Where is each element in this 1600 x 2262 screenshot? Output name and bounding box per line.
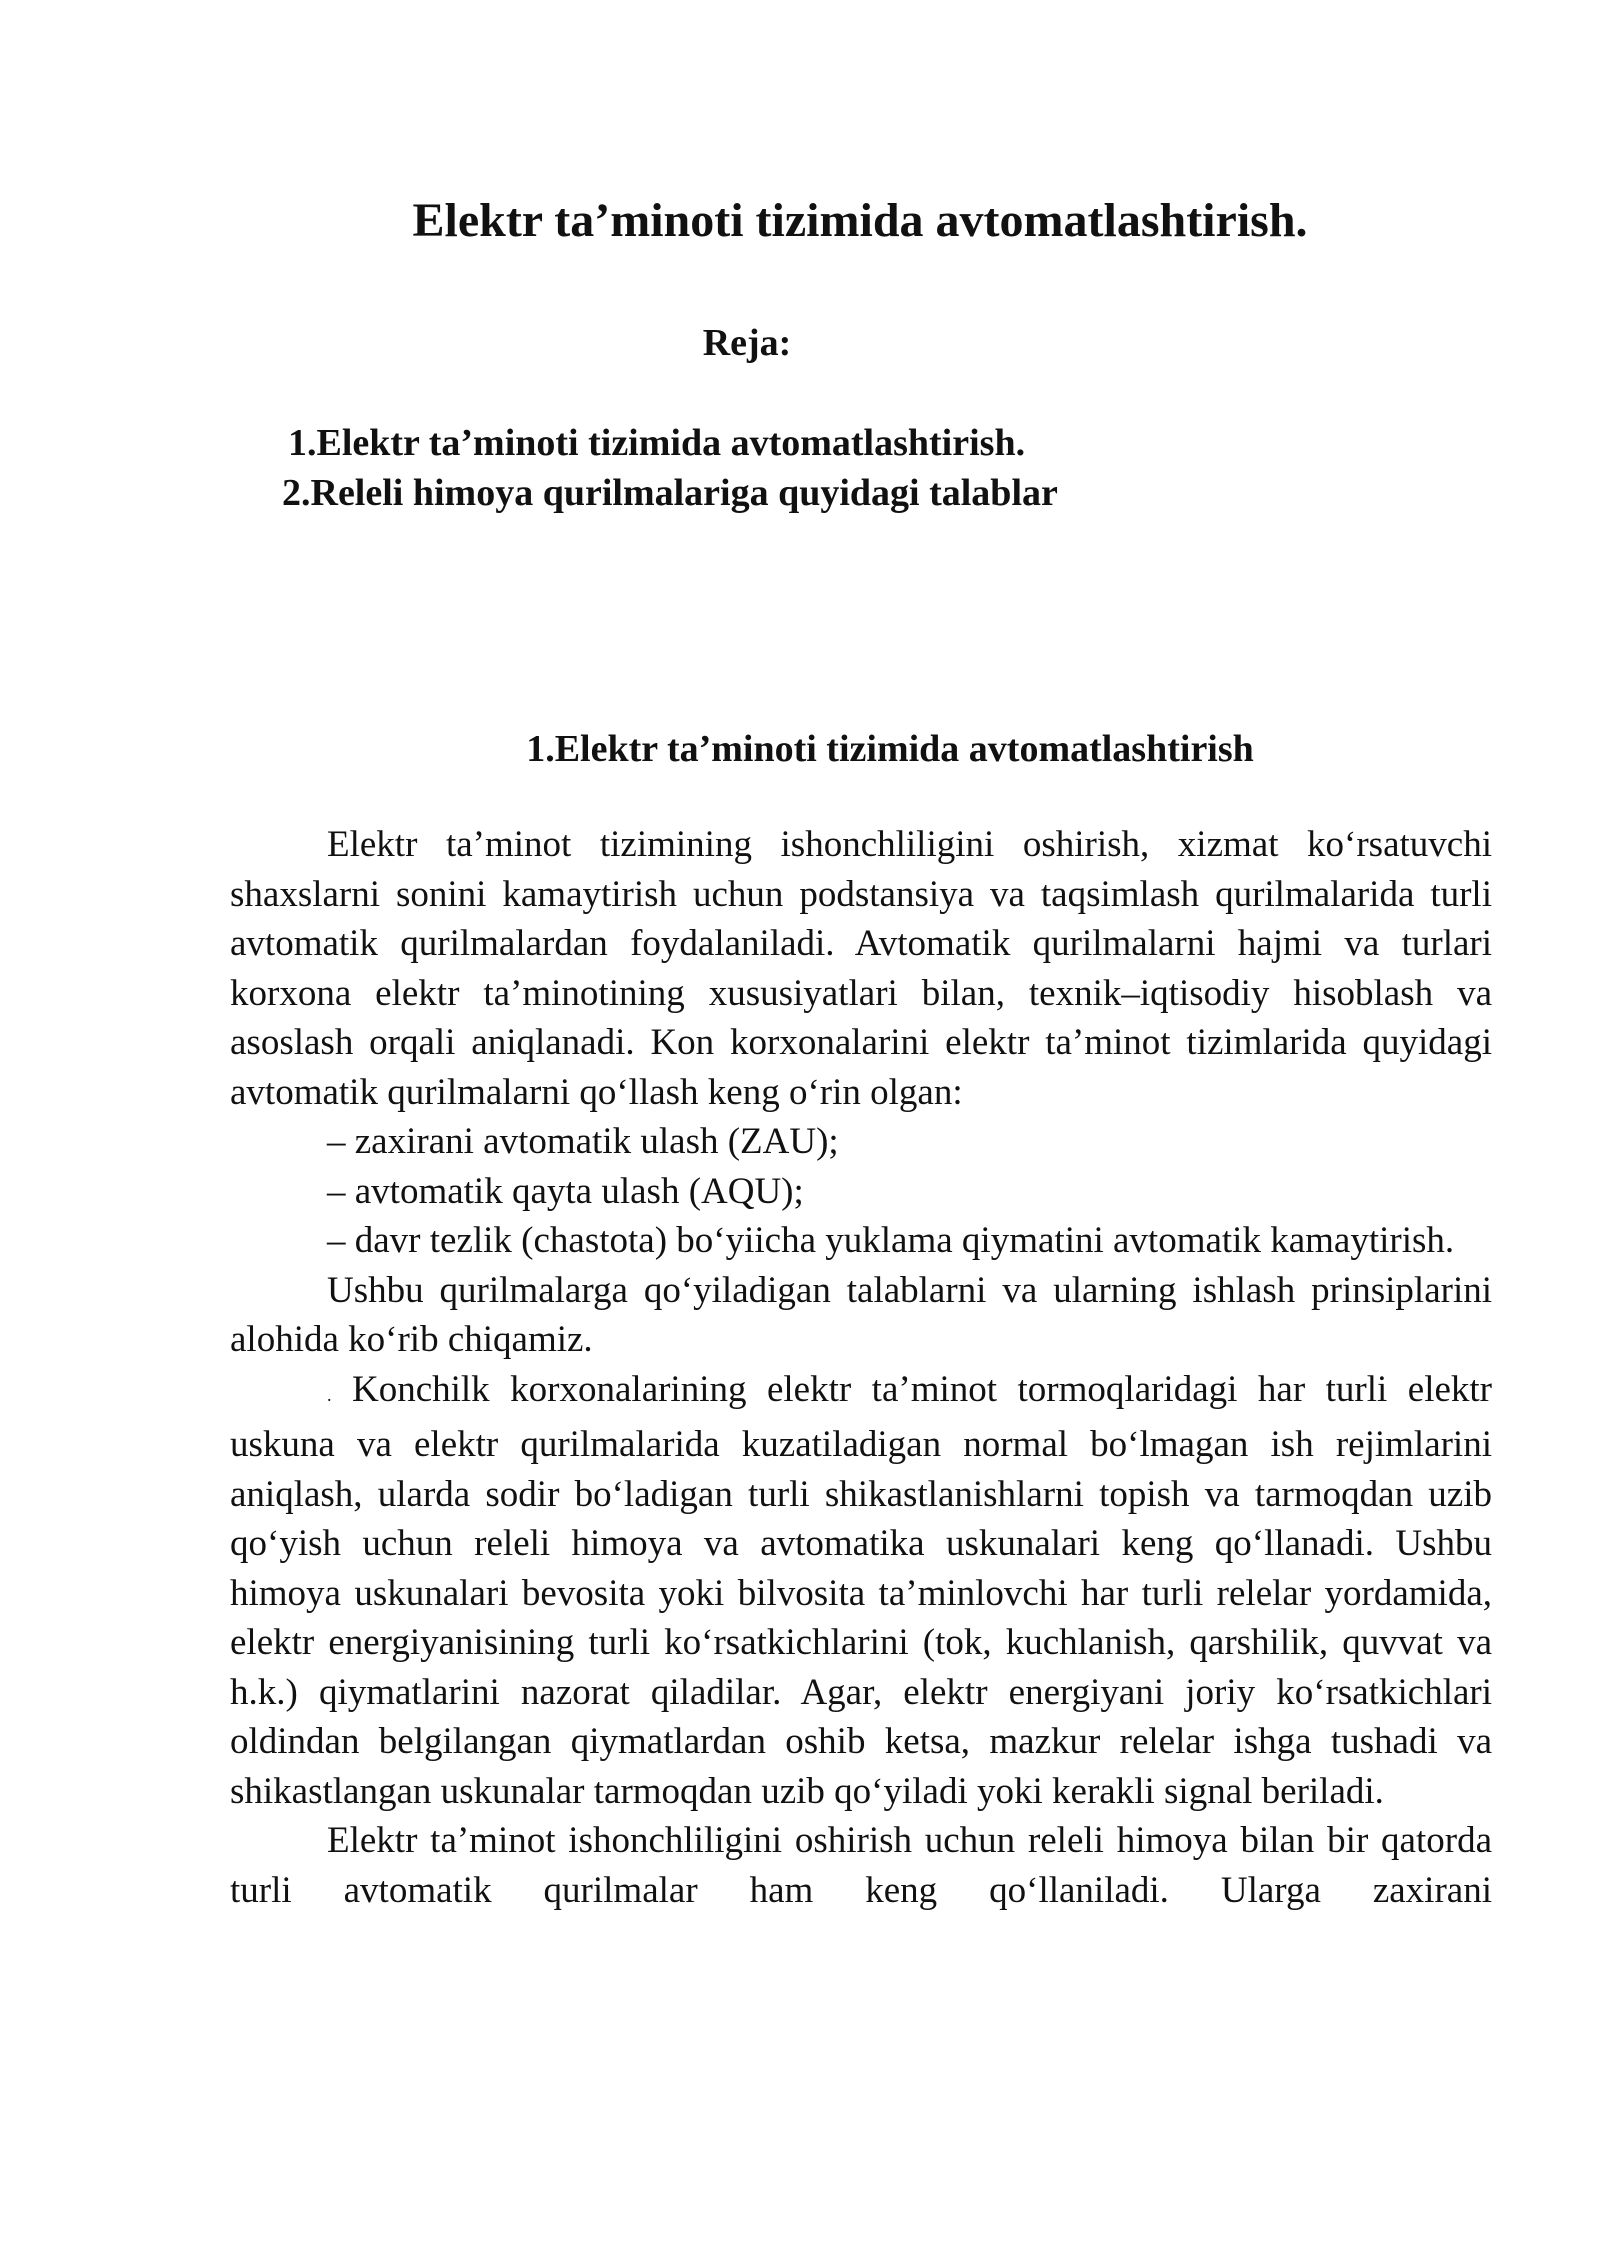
section-heading: 1.Elektr ta’minoti tizimida avtomatlashtirish [526, 728, 1254, 770]
paragraph: Elektr ta’minot ishonchliligini oshirish uchun releli himoya bilan bir qatorda turli avtomatik qurilmalar ham keng qo‘llaniladi. Ularga zaxirani [230, 1820, 1492, 1911]
paragraph [230, 1365, 1492, 1817]
paragraph-text: Konchilk korxonalarining elektr ta’minot tormoqlaridagi har turli elektr uskuna va elektr qurilmalarida kuzatiladigan normal bo‘lmagan ish rejimlarini aniqlash, ularda sodir bo‘ladigan turli shikastlanishlarni topish va tarmoqdan uzib qo‘yish uchun releli himoya va avtomatika uskunalari keng qo‘llanadi. Ushbu himoya uskunalari bevosita yoki bilvosita ta’minlovchi har turli relelar yordamida, elektr energiyanisining turli ko‘rsatkichlarini (tok, kuchlanish, qarshilik, quvvat va h.k.) qiymatlarini nazorat qiladilar. Agar, elektr energiyani joriy ko‘rsatkichlari oldindan belgilangan qiymatlardan oshib ketsa, mazkur relelar ishga tushadi va shikastlangan uskunalar tarmoqdan uzib qo‘yiladi yoki kerakli signal beriladi. [230, 1368, 1492, 1812]
plan-list [282, 418, 1058, 518]
paragraph: Ushbu qurilmalarga qo‘yiladigan talablarni va ularning ishlash prinsiplarini alohida ko‘rib chiqamiz. [230, 1269, 1492, 1360]
plan-label: Reja: [702, 322, 792, 364]
plan-item: 2.Releli himoya qurilmalariga quyidagi talablar [282, 472, 1058, 514]
document-title: Elektr ta’minoti tizimida avtomatlashtirish. [412, 194, 1308, 247]
list-item: – davr tezlik (chastota) bo‘yiicha yuklama qiymatini avtomatik kamaytirish. [327, 1220, 1455, 1261]
list-item: – avtomatik qayta ulash (AQU); [327, 1170, 804, 1212]
plan-item: 1.Elektr ta’minoti tizimida avtomatlashtirish. [288, 422, 1026, 464]
paragraph: Elektr ta’minot tizimining ishonchliligini oshirish, xizmat ko‘rsatuvchi shaxslarni sonini kamaytirish uchun podstansiya va taqsimlash qurilmalarida turli avtomatik qurilmalardan foydalaniladi. Avtomatik qurilmalarni hajmi va turlari korxona elektr ta’minotining xususiyatlari bilan, texnik–iqtisodiy hisoblash va asoslash orqali aniqlanadi. Kon korxonalarini elektr ta’minot tizimlarida quyidagi avtomatik qurilmalarni qo‘llash keng o‘rin olgan: [230, 824, 1492, 1113]
list-item: – zaxirani avtomatik ulash (ZAU); [327, 1121, 839, 1162]
document-body [230, 820, 1492, 1915]
paragraph-marker: . [327, 1384, 332, 1405]
